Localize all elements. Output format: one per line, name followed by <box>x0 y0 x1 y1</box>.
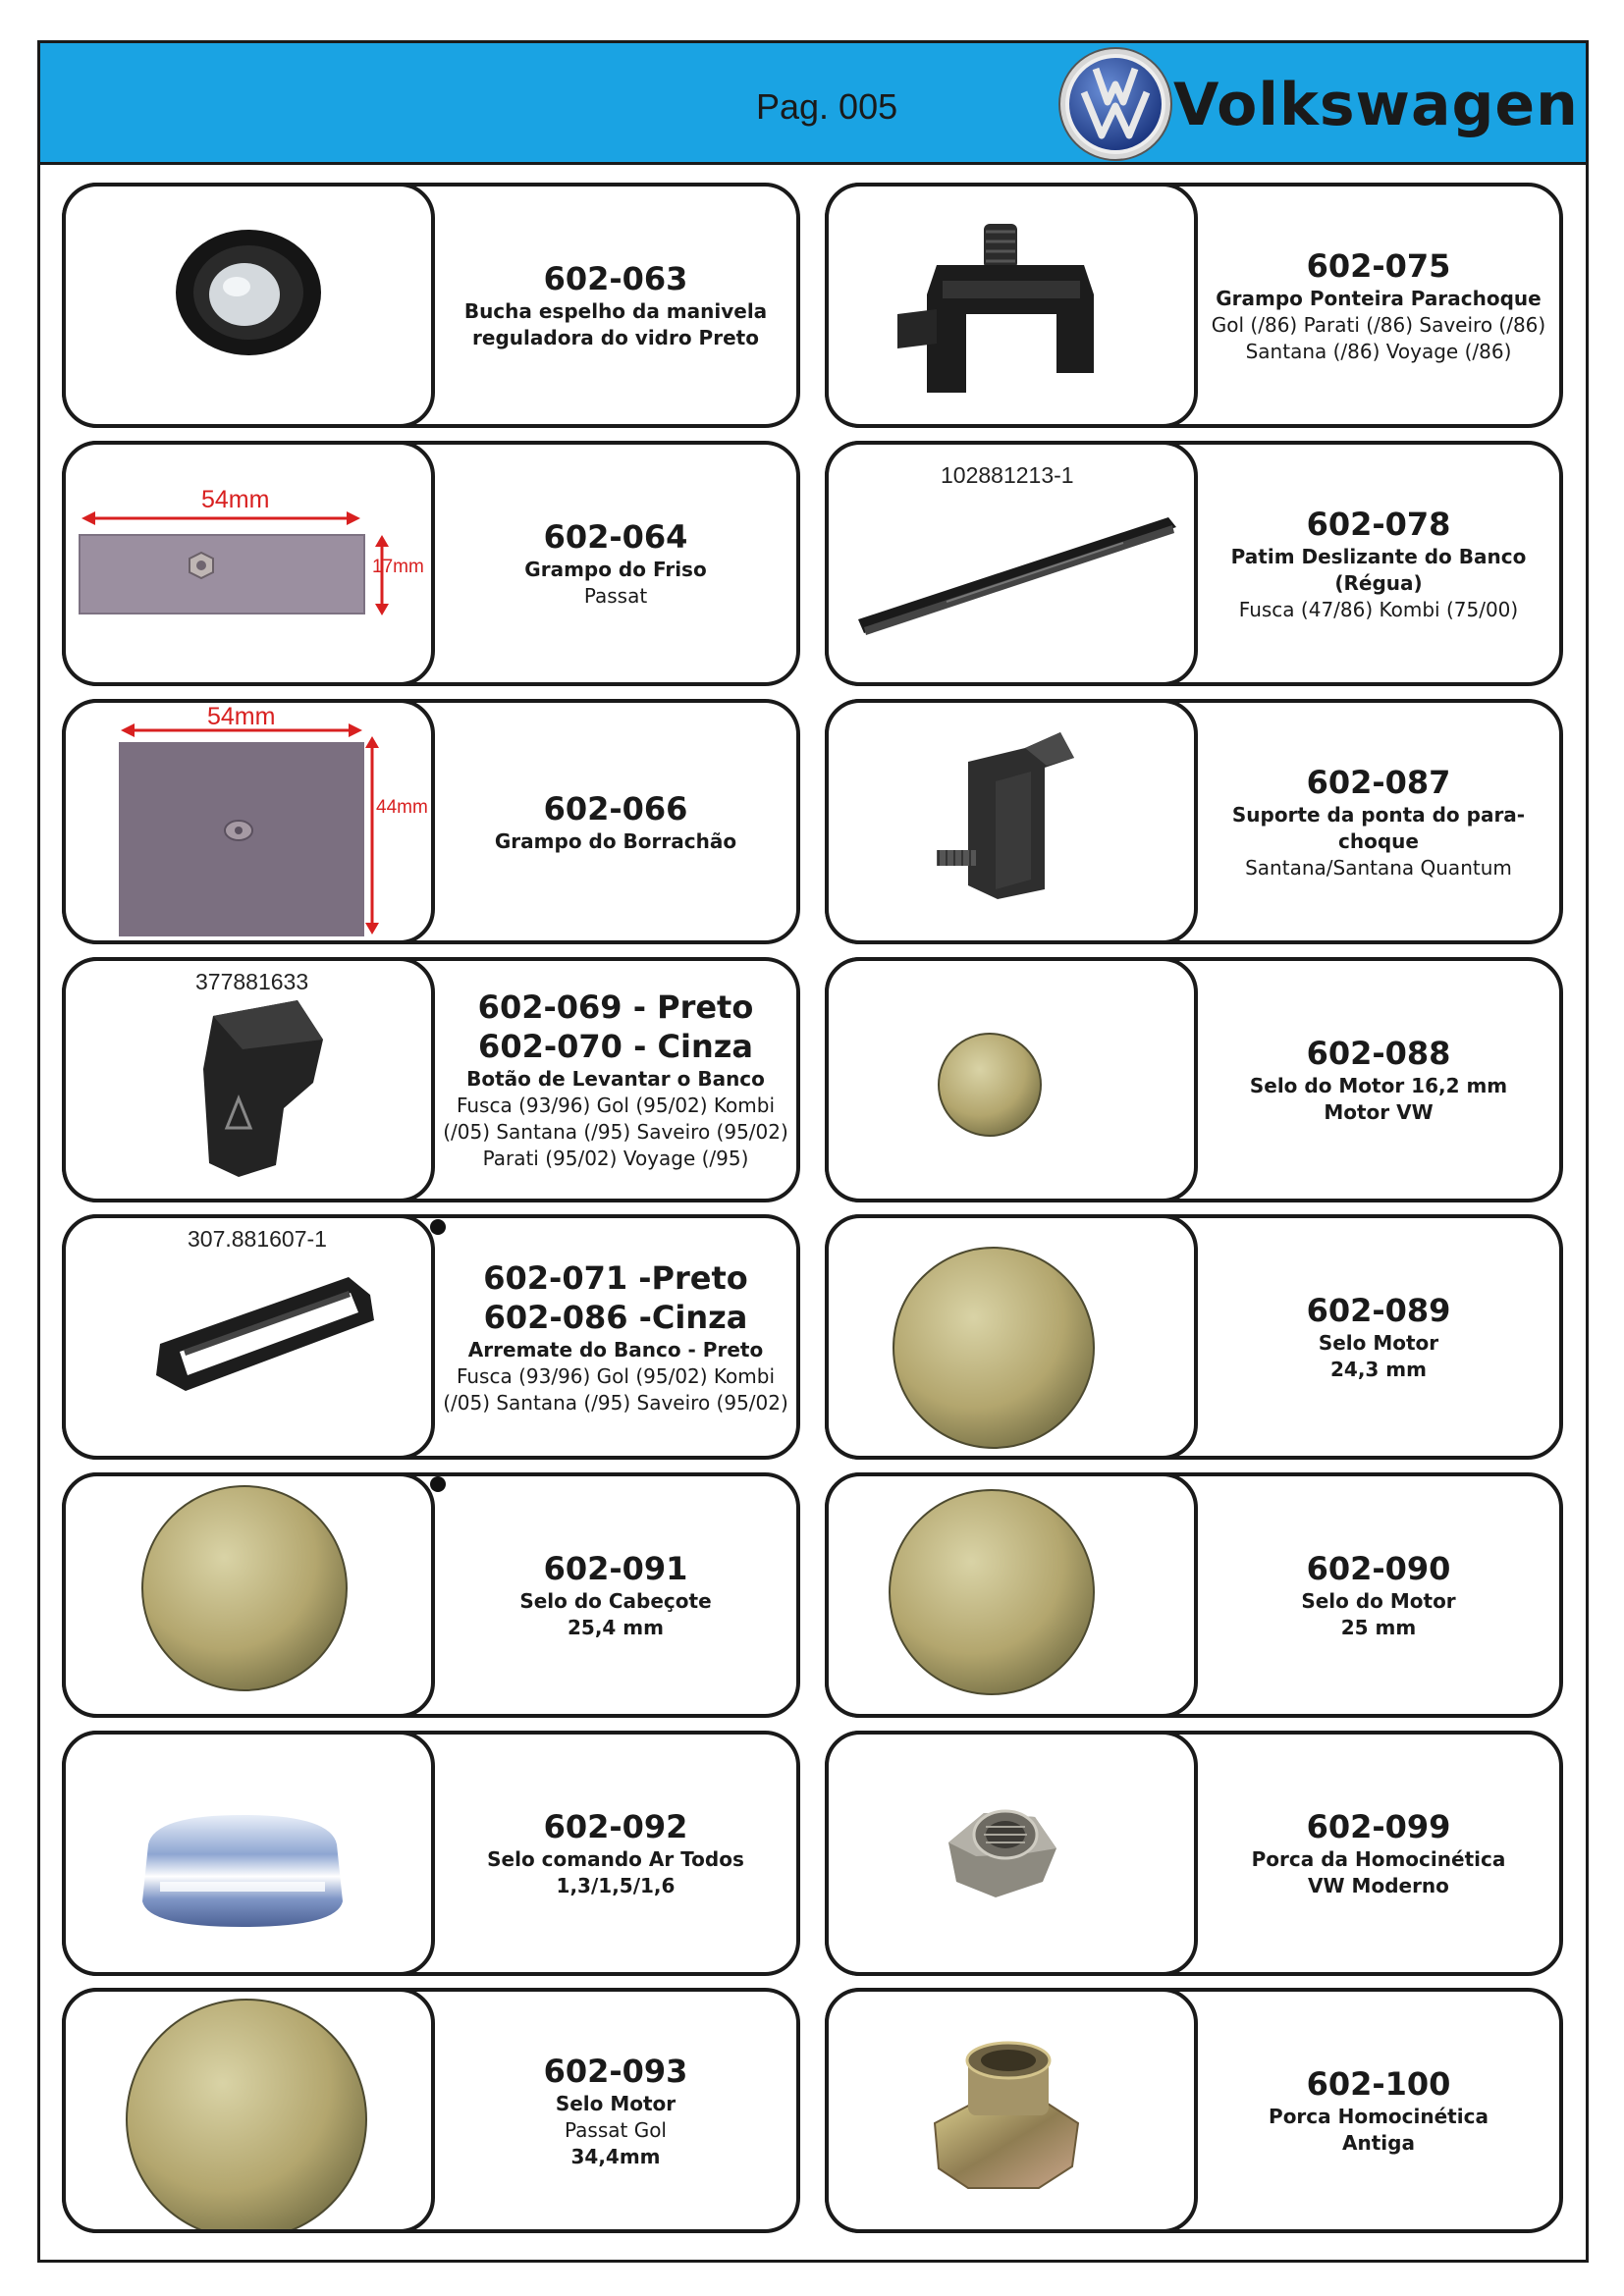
product-description: Selo comando Ar Todos 1,3/1,5/1,6 <box>487 1847 744 1897</box>
reference-number: 102881213-1 <box>941 462 1074 488</box>
product-image <box>825 1731 1198 1976</box>
product-image <box>825 699 1198 944</box>
product-card-602-064[interactable] <box>62 441 800 686</box>
product-info <box>1198 445 1559 682</box>
product-card-602-071[interactable] <box>62 1214 800 1460</box>
product-description: Selo do Motor 25 mm <box>1301 1589 1456 1639</box>
product-image <box>825 1988 1198 2233</box>
product-card-602-089[interactable] <box>825 1214 1563 1460</box>
product-info <box>1198 1218 1559 1456</box>
product-application: Fusca (93/96) Gol (95/02) Kombi (/05) Santana (/95) Saveiro (95/02) <box>443 1363 788 1415</box>
product-info <box>435 1735 796 1972</box>
product-image <box>825 1472 1198 1718</box>
product-code: 602-100 <box>1306 2065 1451 2103</box>
hex-nut-image <box>829 1735 1194 1972</box>
product-application: Santana/Santana Quantum <box>1245 855 1512 880</box>
product-card-602-092[interactable] <box>62 1731 800 1976</box>
rubber-bushing-image <box>66 187 431 424</box>
product-info <box>435 961 796 1199</box>
product-card-602-099[interactable] <box>825 1731 1563 1976</box>
product-card-602-090[interactable] <box>825 1472 1563 1718</box>
product-card-602-063[interactable] <box>62 183 800 428</box>
product-info <box>435 187 796 424</box>
product-info <box>435 1218 796 1456</box>
product-image <box>62 1214 435 1460</box>
product-card-602-066[interactable] <box>62 699 800 944</box>
product-info <box>1198 1992 1559 2229</box>
product-code: 602-099 <box>1306 1808 1451 1845</box>
core-plug-image <box>829 961 1194 1199</box>
product-code: 602-090 <box>1306 1550 1451 1587</box>
product-card-602-100[interactable] <box>825 1988 1563 2233</box>
product-image <box>62 1988 435 2233</box>
brand-name: Volkswagen <box>1173 71 1579 139</box>
bullet-dot <box>430 1476 446 1492</box>
bumper-support-image <box>829 703 1194 940</box>
product-card-602-088[interactable] <box>825 957 1563 1202</box>
product-card-602-078[interactable] <box>825 441 1563 686</box>
product-image <box>825 957 1198 1202</box>
product-application: Passat Gol <box>564 2117 667 2142</box>
product-application: Gol (/86) Parati (/86) Saveiro (/86) Santana (/86) Voyage (/86) <box>1211 312 1546 363</box>
product-code: 602-069 - Preto 602-070 - Cinza <box>477 988 754 1065</box>
page-number: Pag. 005 <box>756 86 898 127</box>
product-description: Patim Deslizante do Banco (Régua) <box>1230 544 1527 595</box>
product-description: Selo do Motor 16,2 mm Motor VW <box>1249 1074 1508 1124</box>
bullet-dot <box>430 1219 446 1235</box>
dimension-height: 17mm <box>372 557 424 577</box>
product-image <box>62 699 435 944</box>
core-plug-image <box>829 1218 1194 1456</box>
product-info <box>1198 703 1559 940</box>
product-code: 602-087 <box>1306 763 1451 801</box>
seat-lever-button-image <box>66 961 431 1199</box>
product-description: Porca da Homocinética VW Moderno <box>1251 1847 1506 1897</box>
product-description: Porca Homocinética Antiga <box>1269 2105 1489 2155</box>
seat-trim-frame-image <box>66 1218 431 1456</box>
product-code: 602-093 <box>543 2052 688 2090</box>
product-card-602-069[interactable] <box>62 957 800 1202</box>
reference-number: 307.881607-1 <box>188 1226 327 1252</box>
product-description: Bucha espelho da manivela reguladora do vidro Preto <box>463 299 768 349</box>
product-code: 602-089 <box>1306 1292 1451 1329</box>
product-application: Passat <box>583 584 648 608</box>
core-plug-image <box>66 1992 431 2229</box>
product-image <box>825 441 1198 686</box>
product-code: 602-091 <box>543 1550 688 1587</box>
product-image <box>62 183 435 428</box>
product-info <box>435 1476 796 1714</box>
reference-number: 377881633 <box>195 969 309 994</box>
rubber-clip-image <box>66 703 431 940</box>
product-image <box>62 1731 435 1976</box>
product-description: Grampo Ponteira Parachoque <box>1216 286 1542 310</box>
product-card-602-093[interactable] <box>62 1988 800 2233</box>
product-info <box>1198 961 1559 1199</box>
dimension-width: 54mm <box>207 703 276 730</box>
product-description: Arremate do Banco - Preto <box>467 1337 764 1362</box>
product-info <box>1198 1476 1559 1714</box>
product-code: 602-071 -Preto 602-086 -Cinza <box>483 1258 748 1336</box>
product-card-602-075[interactable] <box>825 183 1563 428</box>
product-description: Botão de Levantar o Banco <box>466 1067 765 1091</box>
product-code: 602-066 <box>543 789 688 828</box>
dimension-height: 44mm <box>376 797 428 818</box>
product-image <box>62 441 435 686</box>
product-description: Selo do Cabeçote 25,4 mm <box>519 1589 712 1639</box>
product-image <box>62 1472 435 1718</box>
product-info <box>435 703 796 940</box>
product-description: Grampo do Borrachão <box>494 828 737 853</box>
product-info <box>1198 1735 1559 1972</box>
core-plug-image <box>66 1476 431 1714</box>
product-code: 602-075 <box>1306 246 1451 285</box>
product-code: 602-063 <box>543 260 688 297</box>
product-image <box>825 183 1198 428</box>
bumper-clip-image <box>829 187 1194 424</box>
product-application: Fusca (93/96) Gol (95/02) Kombi (/05) Santana (/95) Saveiro (95/02) Parati (95/02) Voyage (/95) <box>443 1094 788 1170</box>
product-code: 602-078 <box>1306 505 1451 543</box>
product-info <box>1198 187 1559 424</box>
cup-plug-image <box>66 1735 431 1972</box>
product-card-602-091[interactable] <box>62 1472 800 1718</box>
product-info <box>435 445 796 682</box>
product-code: 602-092 <box>543 1808 688 1845</box>
product-info <box>435 1992 796 2229</box>
product-size: 34,4mm <box>570 2144 661 2168</box>
hex-nut-image <box>829 1992 1194 2229</box>
product-code: 602-064 <box>543 518 688 556</box>
product-description: Selo Motor 24,3 mm <box>1318 1331 1439 1381</box>
dimension-width: 54mm <box>201 486 270 513</box>
product-application: Fusca (47/86) Kombi (75/00) <box>1238 597 1519 621</box>
product-code: 602-088 <box>1306 1035 1451 1072</box>
product-image <box>62 957 435 1202</box>
product-description: Grampo do Friso <box>524 558 707 581</box>
product-card-602-087[interactable] <box>825 699 1563 944</box>
product-image <box>825 1214 1198 1460</box>
product-description: Suporte da ponta do para- choque <box>1231 802 1526 853</box>
core-plug-image <box>829 1476 1194 1714</box>
volkswagen-logo-icon <box>1056 45 1174 163</box>
product-description: Selo Motor <box>555 2091 677 2115</box>
